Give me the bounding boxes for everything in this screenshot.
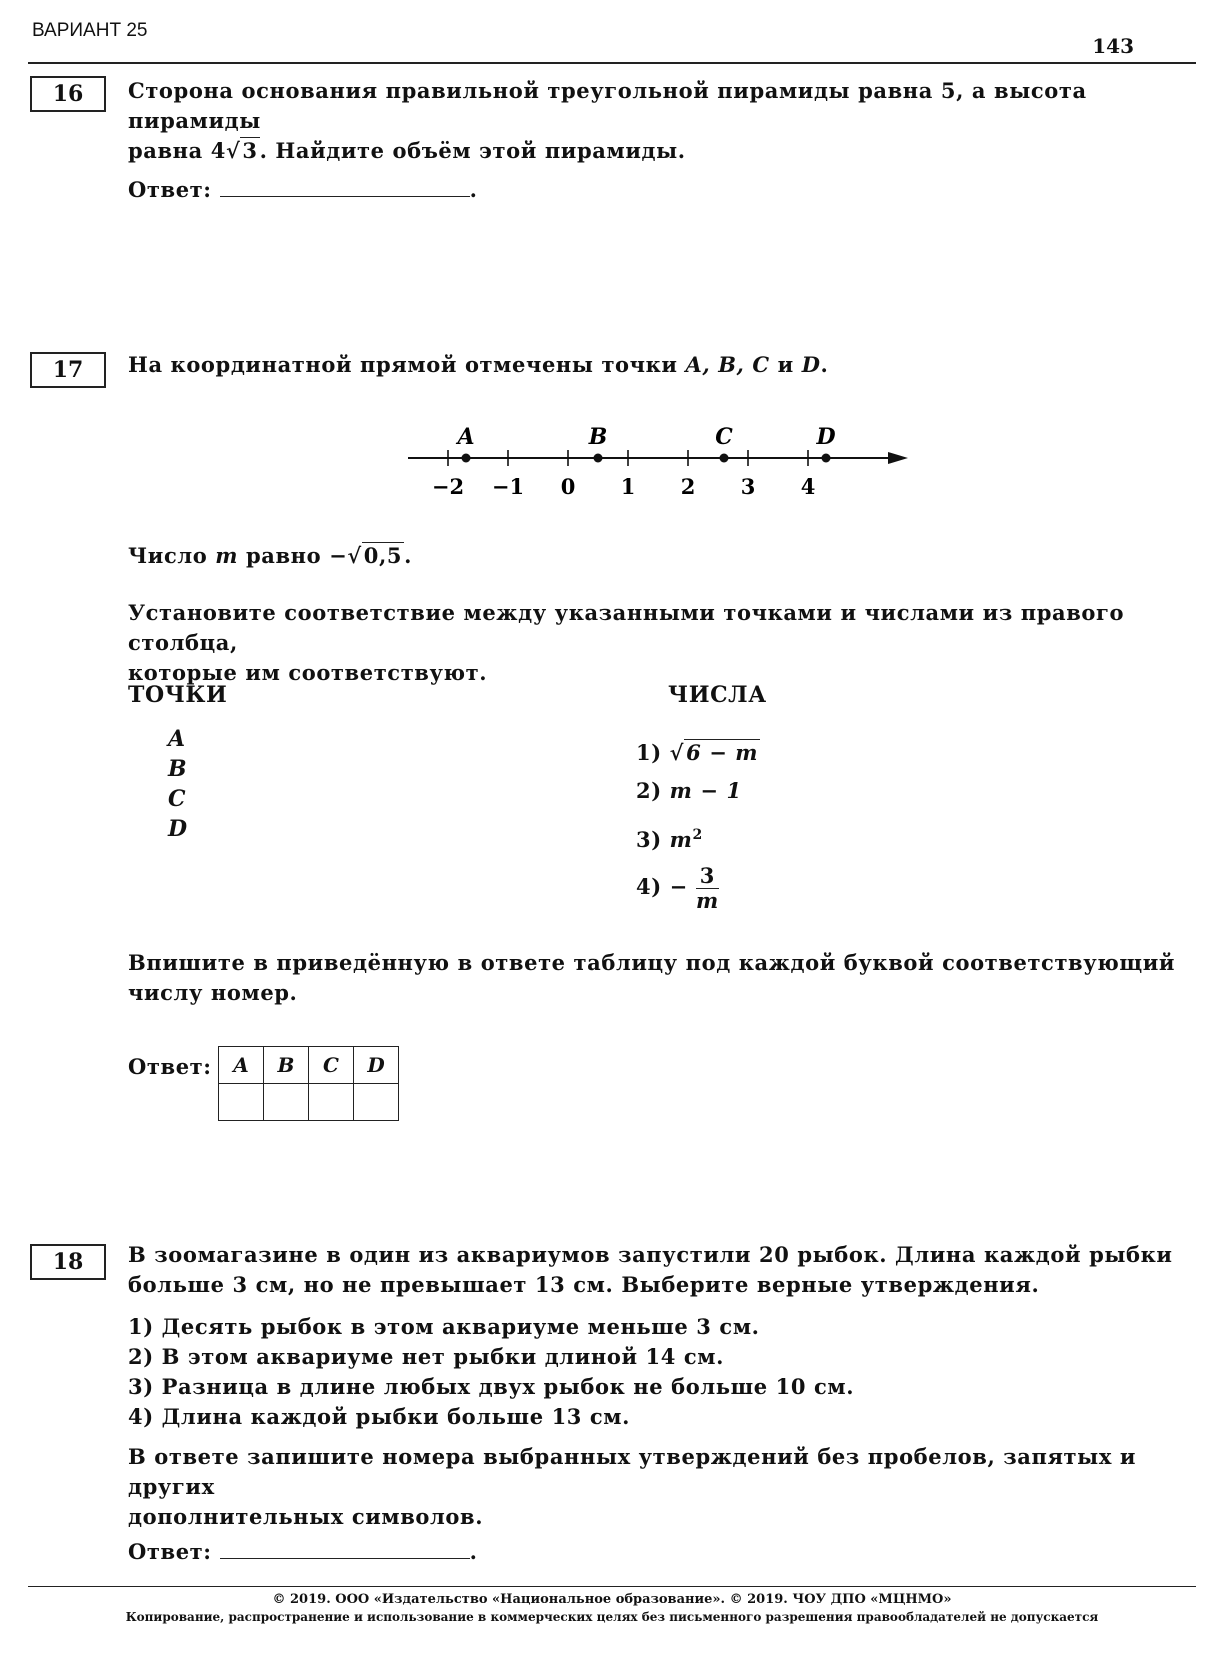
- option-2: [636, 776, 742, 806]
- m-def-prefix: Число: [128, 543, 216, 568]
- answer-period: .: [469, 1539, 478, 1564]
- axis-point-c: [720, 454, 729, 463]
- axis-point-label-b: B: [588, 424, 608, 450]
- task-17-intro-dot: .: [820, 352, 829, 377]
- write-line1: Впишите в приведённую в ответе таблицу под каждой буквой соответствующий: [128, 950, 1176, 975]
- write-line2: числу номер.: [128, 980, 298, 1005]
- answer-cell-c[interactable]: [309, 1084, 354, 1121]
- statement-4: 4) Длина каждой рыбки больше 13 см.: [128, 1404, 631, 1429]
- numbers-heading: ЧИСЛА: [668, 682, 767, 708]
- answer-table-input-row: [219, 1084, 399, 1121]
- answer-cell-a[interactable]: [219, 1084, 264, 1121]
- footer-notice: Копирование, распространение и использование в коммерческих целях без письменного разрешения правообладателей не допускается: [125, 1610, 1099, 1624]
- task-18-answer: [128, 1536, 478, 1567]
- task-17-answer-label: Ответ:: [128, 1054, 212, 1079]
- footer-copyright: © 2019. ООО «Издательство «Национальное образование». © 2019. ЧОУ ДПО «МЦНМО»: [272, 1592, 952, 1607]
- number-line: [400, 410, 920, 500]
- task-16-radicand: 3: [242, 138, 258, 163]
- statement-1: 1) Десять рыбок в этом аквариуме меньше 3 см.: [128, 1314, 760, 1339]
- task-18-line2: больше 3 см, но не превышает 13 см. Выберите верные утверждения.: [128, 1272, 1040, 1297]
- task-16-text: [128, 76, 1196, 166]
- task-16-height-prefix: равна 4: [128, 138, 226, 163]
- statement-3: 3) Разница в длине любых двух рыбок не больше 10 см.: [128, 1374, 855, 1399]
- task-16-line2: [128, 136, 1196, 166]
- axis-tick-label: −2: [431, 474, 465, 499]
- statement-2: 2) В этом аквариуме нет рыбки длиной 14 см.: [128, 1344, 725, 1369]
- answer-period: .: [469, 177, 478, 202]
- task-18-answer-field[interactable]: [220, 1536, 470, 1559]
- answer-table-header-row: [219, 1047, 399, 1084]
- option-4-denominator: m: [695, 888, 719, 913]
- axis-point-label-c: C: [715, 424, 733, 450]
- axis-tick-label: 1: [620, 474, 636, 499]
- task-17-intro-last: D: [801, 352, 821, 377]
- m-variable: m: [215, 543, 239, 568]
- task-18-number: 18: [30, 1244, 106, 1280]
- m-definition: [128, 541, 412, 571]
- task-16-line2-end: . Найдите объём этой пирамиды.: [259, 138, 686, 163]
- option-1-radicand: 6 − m: [686, 740, 759, 765]
- option-1: [636, 738, 760, 768]
- task-17-number: 17: [30, 352, 106, 388]
- option-3-number: 3): [636, 827, 662, 852]
- option-3-base: m: [669, 827, 693, 852]
- axis-point-a: [462, 454, 471, 463]
- answer-label: Ответ:: [128, 177, 212, 202]
- task-17-intro-and: и: [769, 352, 802, 377]
- task-16-number: 16: [30, 76, 106, 112]
- answer-label: Ответ:: [128, 1539, 212, 1564]
- task-18-line1: В зоомагазине в один из аквариумов запустили 20 рыбок. Длина каждой рыбки: [128, 1242, 1173, 1267]
- option-4-minus: −: [669, 874, 688, 899]
- option-2-number: 2): [636, 778, 662, 803]
- axis-tick-label: 2: [680, 474, 696, 499]
- answer-header-c: C: [309, 1047, 354, 1084]
- task-18-instruction: [128, 1442, 1196, 1532]
- answer-header-a: A: [219, 1047, 264, 1084]
- option-4-number: 4): [636, 874, 662, 899]
- task-16-line1: Сторона основания правильной треугольной пирамиды равна 5, а высота пирамиды: [128, 78, 1087, 133]
- task-17-intro-points: A, B, C: [685, 352, 770, 377]
- axis-point-d: [822, 454, 831, 463]
- task-18-text: [128, 1240, 1196, 1300]
- page-number: 143: [1092, 34, 1134, 58]
- answer-cell-b[interactable]: [264, 1084, 309, 1121]
- m-def-dot: .: [404, 543, 413, 568]
- axis-tick-label: 0: [560, 474, 576, 499]
- option-3-exponent: 2: [692, 827, 703, 843]
- task-18-instruction-line1: В ответе запишите номера выбранных утверждений без пробелов, запятых и других: [128, 1444, 1137, 1499]
- task-18-statements: [128, 1312, 854, 1432]
- m-def-equals: равно −: [238, 543, 348, 568]
- axis-tick-label: 3: [740, 474, 756, 499]
- option-4-numerator: 3: [696, 864, 719, 889]
- option-1-number: 1): [636, 740, 662, 765]
- task-17-instruction: [128, 598, 1196, 688]
- points-heading: ТОЧКИ: [128, 682, 228, 708]
- points-list: [168, 724, 188, 844]
- answer-cell-d[interactable]: [354, 1084, 399, 1121]
- sqrt-symbol: √3: [225, 138, 258, 163]
- answer-header-b: B: [264, 1047, 309, 1084]
- axis-tick-label: −1: [491, 474, 525, 499]
- answer-header-d: D: [354, 1047, 399, 1084]
- task-17-answer-table: [218, 1046, 399, 1121]
- axis-tick-label: 4: [800, 474, 816, 499]
- option-2-expr: m − 1: [669, 778, 742, 803]
- option-4-fraction: [696, 864, 719, 913]
- point-label-a: A: [168, 726, 186, 752]
- axis-point-b: [594, 454, 603, 463]
- point-label-c: C: [168, 786, 187, 812]
- axis-arrow-icon: [888, 452, 908, 464]
- task-17-intro-text: На координатной прямой отмечены точки: [128, 352, 686, 377]
- sqrt-symbol: √6 − m: [669, 740, 759, 765]
- axis-points: [455, 424, 835, 463]
- variant-label: ВАРИАНТ 25: [32, 20, 148, 41]
- footer-rule: [28, 1586, 1196, 1587]
- task-18-instruction-line2: дополнительных символов.: [128, 1504, 484, 1529]
- axis-point-label-d: D: [816, 424, 836, 450]
- instruction-line2: которые им соответствуют.: [128, 660, 488, 685]
- task-16-answer: [128, 174, 478, 205]
- point-label-b: B: [168, 756, 188, 782]
- m-radicand: 0,5: [363, 543, 403, 568]
- option-4: [636, 864, 719, 913]
- option-3: [636, 820, 703, 855]
- point-label-d: D: [168, 816, 188, 842]
- sqrt-symbol: √0,5: [347, 543, 403, 568]
- header-rule: [28, 62, 1196, 64]
- axis-point-label-a: A: [457, 424, 475, 450]
- instruction-line1: Установите соответствие между указанными точками и числами из правого столбца,: [128, 600, 1125, 655]
- task-17-intro: [128, 350, 828, 380]
- task-16-answer-field[interactable]: [220, 174, 470, 197]
- task-17-write-instruction: [128, 948, 1196, 1008]
